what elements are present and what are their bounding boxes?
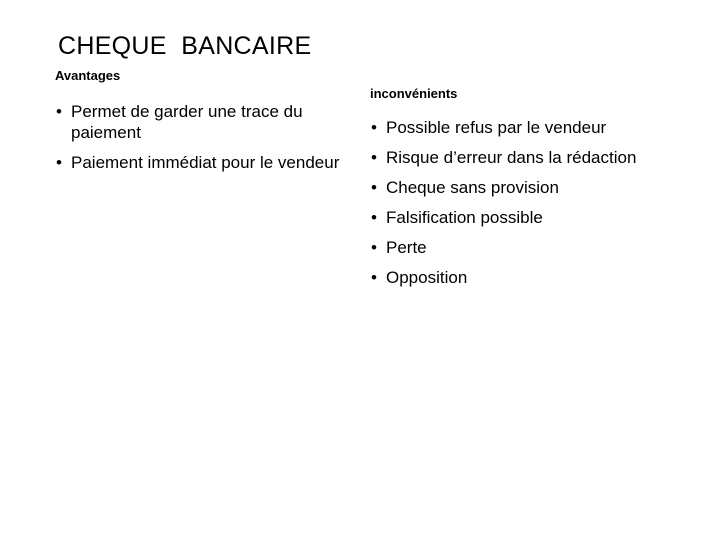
slide-title: CHEQUE BANCAIRE [58, 32, 312, 60]
bullet-icon: • [371, 238, 377, 257]
list-item [370, 177, 670, 198]
bullet-icon: • [56, 153, 62, 172]
list-item [370, 237, 670, 258]
bullet-icon: • [371, 118, 377, 137]
advantages-column [55, 68, 355, 182]
bullet-icon: • [371, 268, 377, 287]
list-item-text: Permet de garder une trace du paiement [71, 102, 303, 142]
list-item [370, 267, 670, 288]
advantages-heading: Avantages [55, 68, 121, 83]
bullet-icon: • [56, 102, 62, 121]
list-item-text: Possible refus par le vendeur [386, 118, 607, 137]
list-item-text: Opposition [386, 268, 468, 287]
list-item-text: Falsification possible [386, 208, 543, 227]
advantages-list [55, 101, 355, 173]
disadvantages-list [370, 117, 670, 288]
list-item [370, 147, 670, 168]
list-item [370, 117, 670, 138]
list-item [370, 207, 670, 228]
list-item [55, 152, 355, 173]
disadvantages-heading: inconvénients [370, 86, 458, 101]
bullet-icon: • [371, 208, 377, 227]
bullet-icon: • [371, 148, 377, 167]
list-item-text: Cheque sans provision [386, 178, 559, 197]
list-item [55, 101, 355, 143]
disadvantages-column [370, 86, 670, 297]
list-item-text: Paiement immédiat pour le vendeur [71, 153, 340, 172]
list-item-text: Risque d’erreur dans la rédaction [386, 148, 637, 167]
bullet-icon: • [371, 178, 377, 197]
list-item-text: Perte [386, 238, 427, 257]
